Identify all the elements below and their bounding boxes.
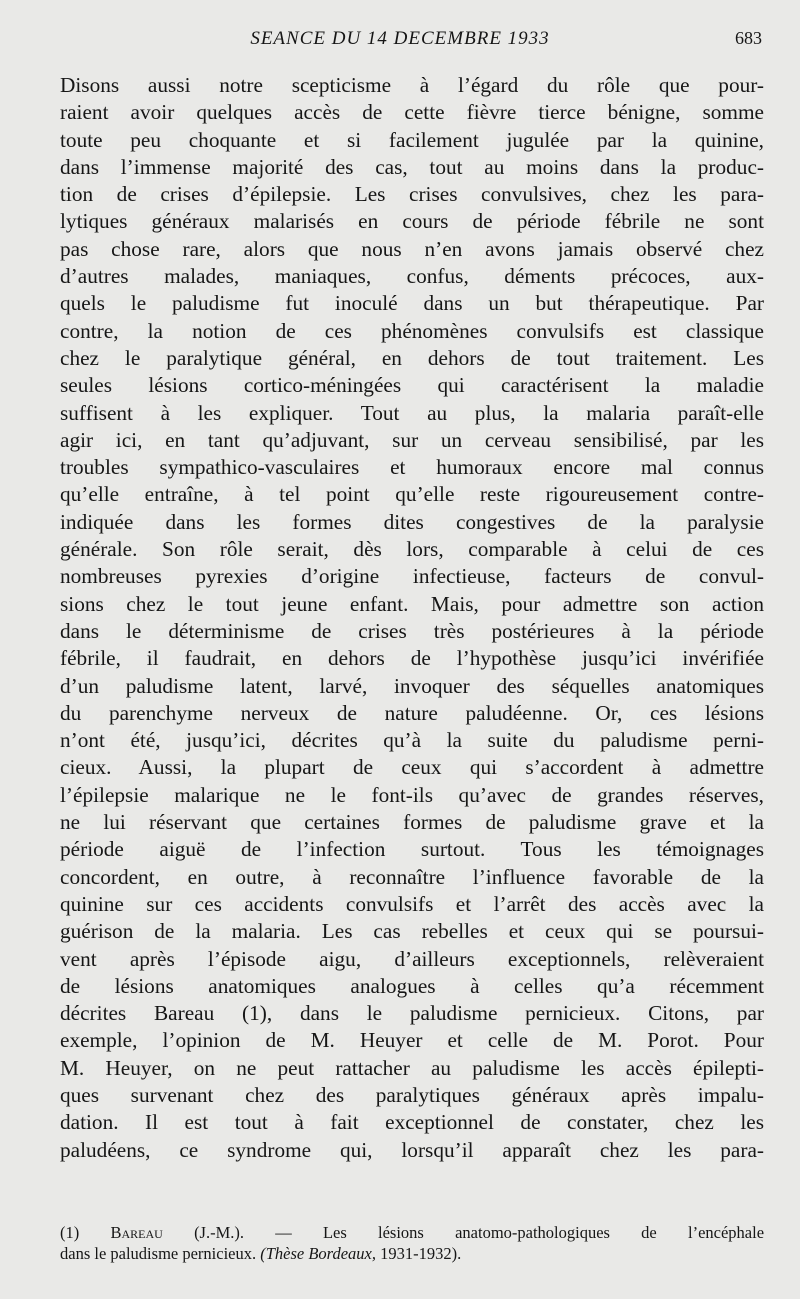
text-line: décrites Bareau (1), dans le paludisme pernicieux. Citons, par bbox=[60, 1001, 764, 1026]
text-line: troubles sympathico-vasculaires et humoraux encore mal connus bbox=[60, 455, 764, 480]
text-line: Disons aussi notre scepticisme à l’égard du rôle que pour- bbox=[60, 73, 764, 97]
text-line: ques survenant chez des paralytiques généraux après impalu- bbox=[60, 1082, 764, 1107]
text-line: chez le paralytique général, en dehors de tout traitement. Les bbox=[60, 345, 764, 370]
text-line: seules lésions cortico-méningées qui caractérisent la maladie bbox=[60, 373, 764, 398]
text-line: pas chose rare, alors que nous n’en avons jamais observé chez bbox=[60, 236, 764, 261]
text-line: l’épilepsie malarique ne le font-ils qu’avec de grandes réserves, bbox=[60, 782, 764, 807]
body-paragraph bbox=[60, 72, 764, 1164]
text-line: qu’elle entraîne, à tel point qu’elle reste rigoureusement contre- bbox=[60, 482, 764, 507]
text-line: dation. Il est tout à fait exceptionnel de constater, chez les bbox=[60, 1110, 764, 1135]
text-line: de lésions anatomiques analogues à celles qu’a récemment bbox=[60, 973, 764, 998]
text-line: lytiques généraux malarisés en cours de période fébrile ne sont bbox=[60, 209, 764, 234]
text-line: paludéens, ce syndrome qui, lorsqu’il apparaît chez les para- bbox=[60, 1137, 764, 1162]
page-header bbox=[0, 28, 800, 58]
footnote-thesis: (Thèse Bordeaux, bbox=[260, 1244, 377, 1263]
footnote-title-cont: dans le paludisme pernicieux. bbox=[60, 1244, 257, 1263]
text-line: guérison de la malaria. Les cas rebelles et ceux qui se poursui- bbox=[60, 919, 764, 944]
text-line: d’autres malades, maniaques, confus, déments précoces, aux- bbox=[60, 264, 764, 289]
text-line: période aiguë de l’infection surtout. Tous les témoignages bbox=[60, 837, 764, 862]
footnote-line-1 bbox=[60, 1222, 764, 1243]
text-line: d’un paludisme latent, larvé, invoquer des séquelles anatomiques bbox=[60, 673, 764, 698]
text-line: dans l’immense majorité des cas, tout au moins dans la produc- bbox=[60, 154, 764, 179]
text-line: ne lui réservant que certaines formes de paludisme grave et la bbox=[60, 810, 764, 835]
footnote-title: — Les lésions anatomo-pathologiques de l’encéphale bbox=[275, 1223, 765, 1242]
text-line: sions chez le tout jeune enfant. Mais, pour admettre son action bbox=[60, 591, 764, 616]
running-head: SEANCE DU 14 DECEMBRE 1933 bbox=[250, 28, 550, 49]
text-line: contre, la notion de ces phénomènes convulsifs est classique bbox=[60, 318, 764, 343]
footnote-author: Bareau bbox=[110, 1223, 163, 1242]
text-line: générale. Son rôle serait, dès lors, comparable à celui de ces bbox=[60, 537, 764, 562]
text-line: toute peu choquante et si facilement jugulée par la quinine, bbox=[60, 127, 764, 152]
text-line: dans le déterminisme de crises très postérieures à la période bbox=[60, 618, 764, 643]
text-line: nombreuses pyrexies d’origine infectieuse, facteurs de convul- bbox=[60, 564, 764, 589]
text-line: n’ont été, jusqu’ici, décrites qu’à la suite du paludisme perni- bbox=[60, 728, 764, 753]
text-line: quinine sur ces accidents convulsifs et l’arrêt des accès avec la bbox=[60, 891, 764, 916]
text-line: concordent, en outre, à reconnaître l’influence favorable de la bbox=[60, 864, 764, 889]
text-line: raient avoir quelques accès de cette fièvre tierce bénigne, somme bbox=[60, 100, 764, 125]
text-line: fébrile, il faudrait, en dehors de l’hypothèse jusqu’ici invérifiée bbox=[60, 646, 764, 671]
footnote bbox=[60, 1222, 764, 1264]
text-line: indiquée dans les formes dites congestives de la paralysie bbox=[60, 509, 764, 534]
text-line: agir ici, en tant qu’adjuvant, sur un cerveau sensibilisé, par les bbox=[60, 427, 764, 452]
page-number: 683 bbox=[735, 28, 762, 48]
text-line: M. Heuyer, on ne peut rattacher au paludisme les accès épilepti- bbox=[60, 1055, 764, 1080]
text-line: cieux. Aussi, la plupart de ceux qui s’accordent à admettre bbox=[60, 755, 764, 780]
footnote-line-2 bbox=[60, 1243, 764, 1264]
text-line: quels le paludisme fut inoculé dans un but thérapeutique. Par bbox=[60, 291, 764, 316]
text-line: vent après l’épisode aigu, d’ailleurs exceptionnels, relèveraient bbox=[60, 946, 764, 971]
footnote-marker: (1) bbox=[60, 1223, 80, 1242]
text-line: tion de crises d’épilepsie. Les crises convulsives, chez les para- bbox=[60, 182, 764, 207]
text-line: exemple, l’opinion de M. Heuyer et celle de M. Porot. Pour bbox=[60, 1028, 764, 1053]
footnote-years: 1931-1932). bbox=[380, 1244, 462, 1263]
footnote-author-initials: (J.-M.). bbox=[194, 1223, 245, 1242]
text-line: suffisent à les expliquer. Tout au plus, la malaria paraît-elle bbox=[60, 400, 764, 425]
text-line: du parenchyme nerveux de nature paludéenne. Or, ces lésions bbox=[60, 700, 764, 725]
